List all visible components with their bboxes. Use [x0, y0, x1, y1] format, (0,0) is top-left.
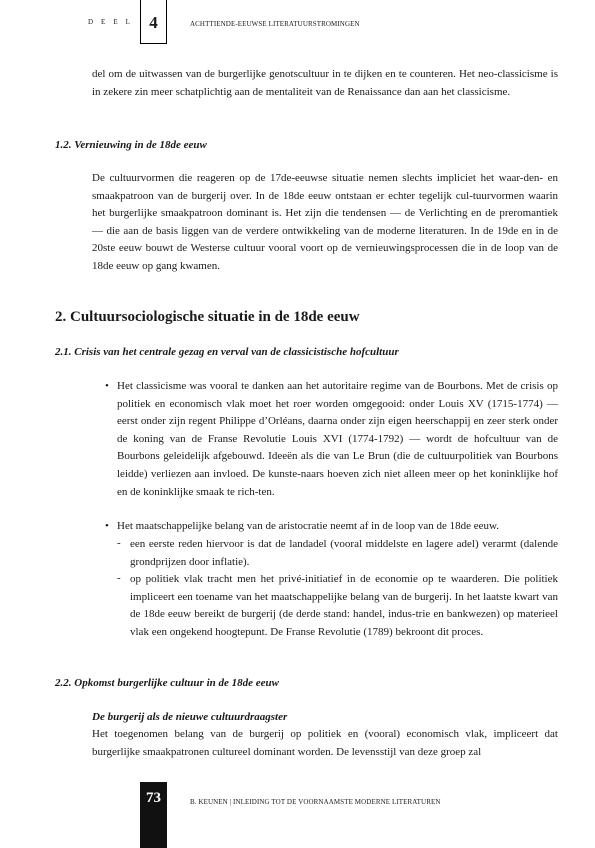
header-part-box — [140, 0, 167, 44]
section-2-2-paragraph: Het toegenomen belang van de burgerij op politiek en (vooral) economisch vlak, impliceert dat burgerlijke smaakpatronen cultureel dominant worden. De levensstijl van deze groep zal — [92, 728, 558, 758]
bullet-marker: • — [105, 520, 109, 532]
bullet-item: Het maatschappelijke belang van de aristocratie neemt af in de loop van de 18de eeuw. — [117, 520, 499, 532]
dash-item: een eerste reden hiervoor is dat de landadel (vooral middelste en lagere adel) verarmt (dalende grondprijzen door inflatie). — [130, 538, 558, 568]
running-title: ACHTTIENDE-EEUWSE LITERATUURSTROMINGEN — [190, 20, 360, 28]
footer-author-title: B. KEUNEN | INLEIDING TOT DE VOORNAAMSTE MODERNE LITERATUREN — [190, 798, 441, 806]
header-part-number: 4 — [149, 13, 158, 32]
section-2-1-heading: 2.1. Crisis van het centrale gezag en verval van de classicistische hofcultuur — [55, 346, 399, 358]
section-2-2-heading: 2.2. Opkomst burgerlijke cultuur in de 18de eeuw — [55, 677, 279, 689]
dash-item: op politiek vlak tracht men het privé-initiatief in de economie op te waarderen. Die politiek impliceert een toename van het maatschappelijke belang van de burgerij. In het laatste kwart van de 18de eeuw bereikt de burgerij (de derde stand: handel, indus-trie en bankwezen) op materieel vlak een ongekend hoogtepunt. De Franse Revolutie (1789) bekroont dit proces. — [130, 573, 558, 638]
bullet-item: Het classicisme was vooral te danken aan het autoritaire regime van de Bourbons. Met de crisis op politiek en economisch vlak moet het roer worden omgegooid: onder Louis XV (1715-1774) — eerst onder zijn regent Philippe d’Orléans, daarna onder zijn eigen heerschappij en zeer sterk onder de koning van de Franse Revolutie Louis XVI (1774-1792) — wordt de hofcultuur van de Bourbons geleidelijk afgebouwd. Ideeën als die van Le Brun (die de cultuurpolitiek van Bourbons leidde) verliezen aan invloed. De kunste-naars hoeven zich niet alleen meer op het koninklijke hof en de koninklijke smaak te rich-ten. — [117, 380, 558, 498]
section-1-2-heading: 1.2. Vernieuwing in de 18de eeuw — [55, 139, 207, 151]
page-number: 73 — [146, 790, 161, 806]
intro-paragraph: del om de uitwassen van de burgerlijke genotscultuur in te dijken en te counteren. Het neo-classicisme is in zekere zin meer schatplichtig aan de mentaliteit van de Renaissance dan aan het classicisme. — [92, 68, 558, 98]
section-2-heading: 2. Cultuursociologische situatie in de 18de eeuw — [55, 309, 360, 325]
section-2-2-subheading: De burgerij als de nieuwe cultuurdraagster — [92, 711, 288, 723]
bullet-marker: • — [105, 380, 109, 392]
header-part-label: DEEL — [88, 18, 138, 26]
dash-marker: - — [117, 537, 121, 549]
section-1-2-paragraph: De cultuurvormen die reageren op de 17de-eeuwse situatie nemen slechts impliciet het waar-den- en smaakpatroon van de burgerij over. In de 18de eeuw ontstaan er echter tegelijk cul-tuurvormen waarin het burgerlijke smaakpatroon dominant is. Het zijn die tendensen — de Verlichting en de preromantiek — die aan de basis liggen van de verdere ontwikkeling van de moderne literaturen. In de 19de en in de 20ste eeuw bouwt de Westerse cultuur vooral voort op de vernieuwingsprocessen die in de loop van de 18de eeuw op gang kwamen. — [92, 172, 558, 272]
dash-marker: - — [117, 572, 121, 584]
